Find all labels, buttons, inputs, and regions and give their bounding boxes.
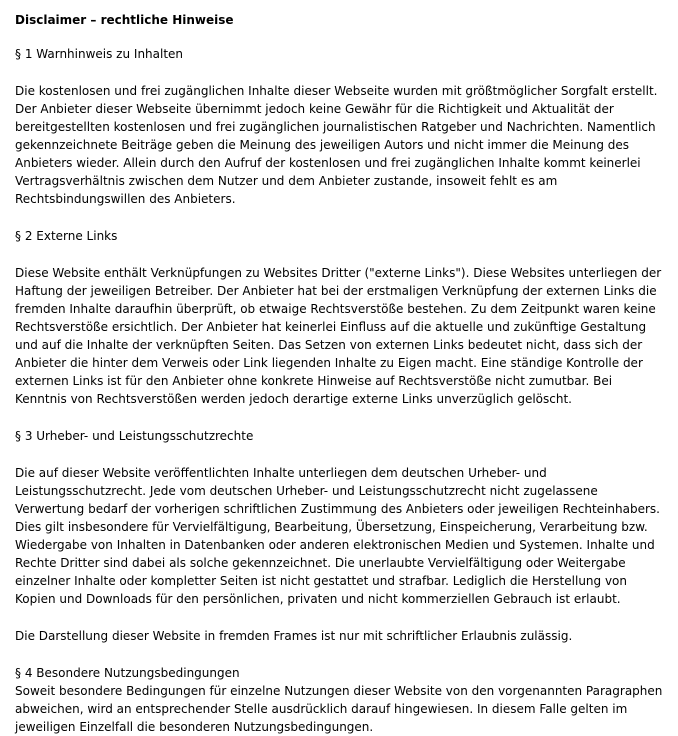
spacer [15,645,663,664]
spacer [15,63,663,82]
spacer [15,208,663,227]
spacer [15,245,663,264]
section-3-frames-text: Die Darstellung dieser Website in fremden Frames ist nur mit schriftlicher Erlaubnis zulässig. [15,629,573,643]
spacer [15,29,663,45]
section-2-text: Diese Website enthält Verknüpfungen zu Websites Dritter ("externe Links"). Diese Websites unterliegen der Haftung der jeweiligen Betreiber. Der Anbieter hat bei der erstmaligen Verknüpfung der externen Links die fremden Inhalte daraufhin überprüft, ob etwaige Rechtsverstöße bestehen. Zu dem Zeitpunkt waren keine Rechtsverstöße ersichtlich. Der Anbieter hat keinerlei Einfluss auf die aktuelle und zukünftige Gestaltung und auf die Inhalte der verknüpften Seiten. Das Setzen von externen Links bedeutet nicht, dass sich der Anbieter die hinter dem Verweis oder Link liegenden Inhalte zu Eigen macht. Eine ständige Kontrolle der externen Links ist für den Anbieter ohne konkrete Hinweise auf Rechtsverstöße nicht zumutbar. Bei Kenntnis von Rechtsverstößen werden jedoch derartige externe Links unverzüglich gelöscht. [15,266,662,406]
section-3-heading: § 3 Urheber- und Leistungsschutzrechte [15,429,254,443]
section-4-text: Soweit besondere Bedingungen für einzelne Nutzungen dieser Website von den vorgenannten Paragraphen abweichen, wird an entsprechender Stelle ausdrücklich darauf hingewiesen. In diesem Falle gelten im jeweiligen Einzelfall die besonderen Nutzungsbedingungen. [15,684,663,734]
section-1-text: Die kostenlosen und frei zugänglichen Inhalte dieser Webseite wurden mit größtmöglicher Sorgfalt erstellt. Der Anbieter dieser Webseite übernimmt jedoch keine Gewähr für die Richtigkeit und Aktualität der bereitgestellten kostenlosen und frei zugänglichen journalistischen Ratgeber und Nachrichten. Namentlich gekennzeichnete Beiträge geben die Meinung des jeweiligen Autors und nicht immer die Meinung des Anbieters wieder. Allein durch den Aufruf der kostenlosen und frei zugänglichen Inhalte kommt keinerlei Vertragsverhältnis zwischen dem Nutzer und dem Anbieter zustande, insoweit fehlt es am Rechtsbindungswillen des Anbieters. [15,84,658,206]
spacer [15,608,663,627]
section-4-heading: § 4 Besondere Nutzungsbedingungen [15,666,240,680]
spacer [15,445,663,464]
section-2-heading: § 2 Externe Links [15,229,118,243]
page-title: Disclaimer – rechtliche Hinweise [15,13,234,27]
section-3-text: Die auf dieser Website veröffentlichten Inhalte unterliegen dem deutschen Urheber- und Leistungsschutzrecht. Jede vom deutschen Urheber- und Leistungsschutzrecht nicht zugelassene Verwertung bedarf der vorherigen schriftlichen Zustimmung des Anbieters oder jeweiligen Rechteinhabers. Dies gilt insbesondere für Vervielfältigung, Bearbeitung, Übersetzung, Einspeicherung, Verarbeitung bzw. Wiedergabe von Inhalten in Datenbanken oder anderen elektronischen Medien und Systemen. Inhalte und Rechte Dritter sind dabei als solche gekennzeichnet. Die unerlaubte Vervielfältigung oder Weitergabe einzelner Inhalte oder kompletter Seiten ist nicht gestattet und strafbar. Lediglich die Herstellung von Kopien und Downloads für den persönlichen, privaten und nicht kommerziellen Gebrauch ist erlaubt. [15,466,660,606]
section-1-heading: § 1 Warnhinweis zu Inhalten [15,47,184,61]
spacer [15,408,663,427]
